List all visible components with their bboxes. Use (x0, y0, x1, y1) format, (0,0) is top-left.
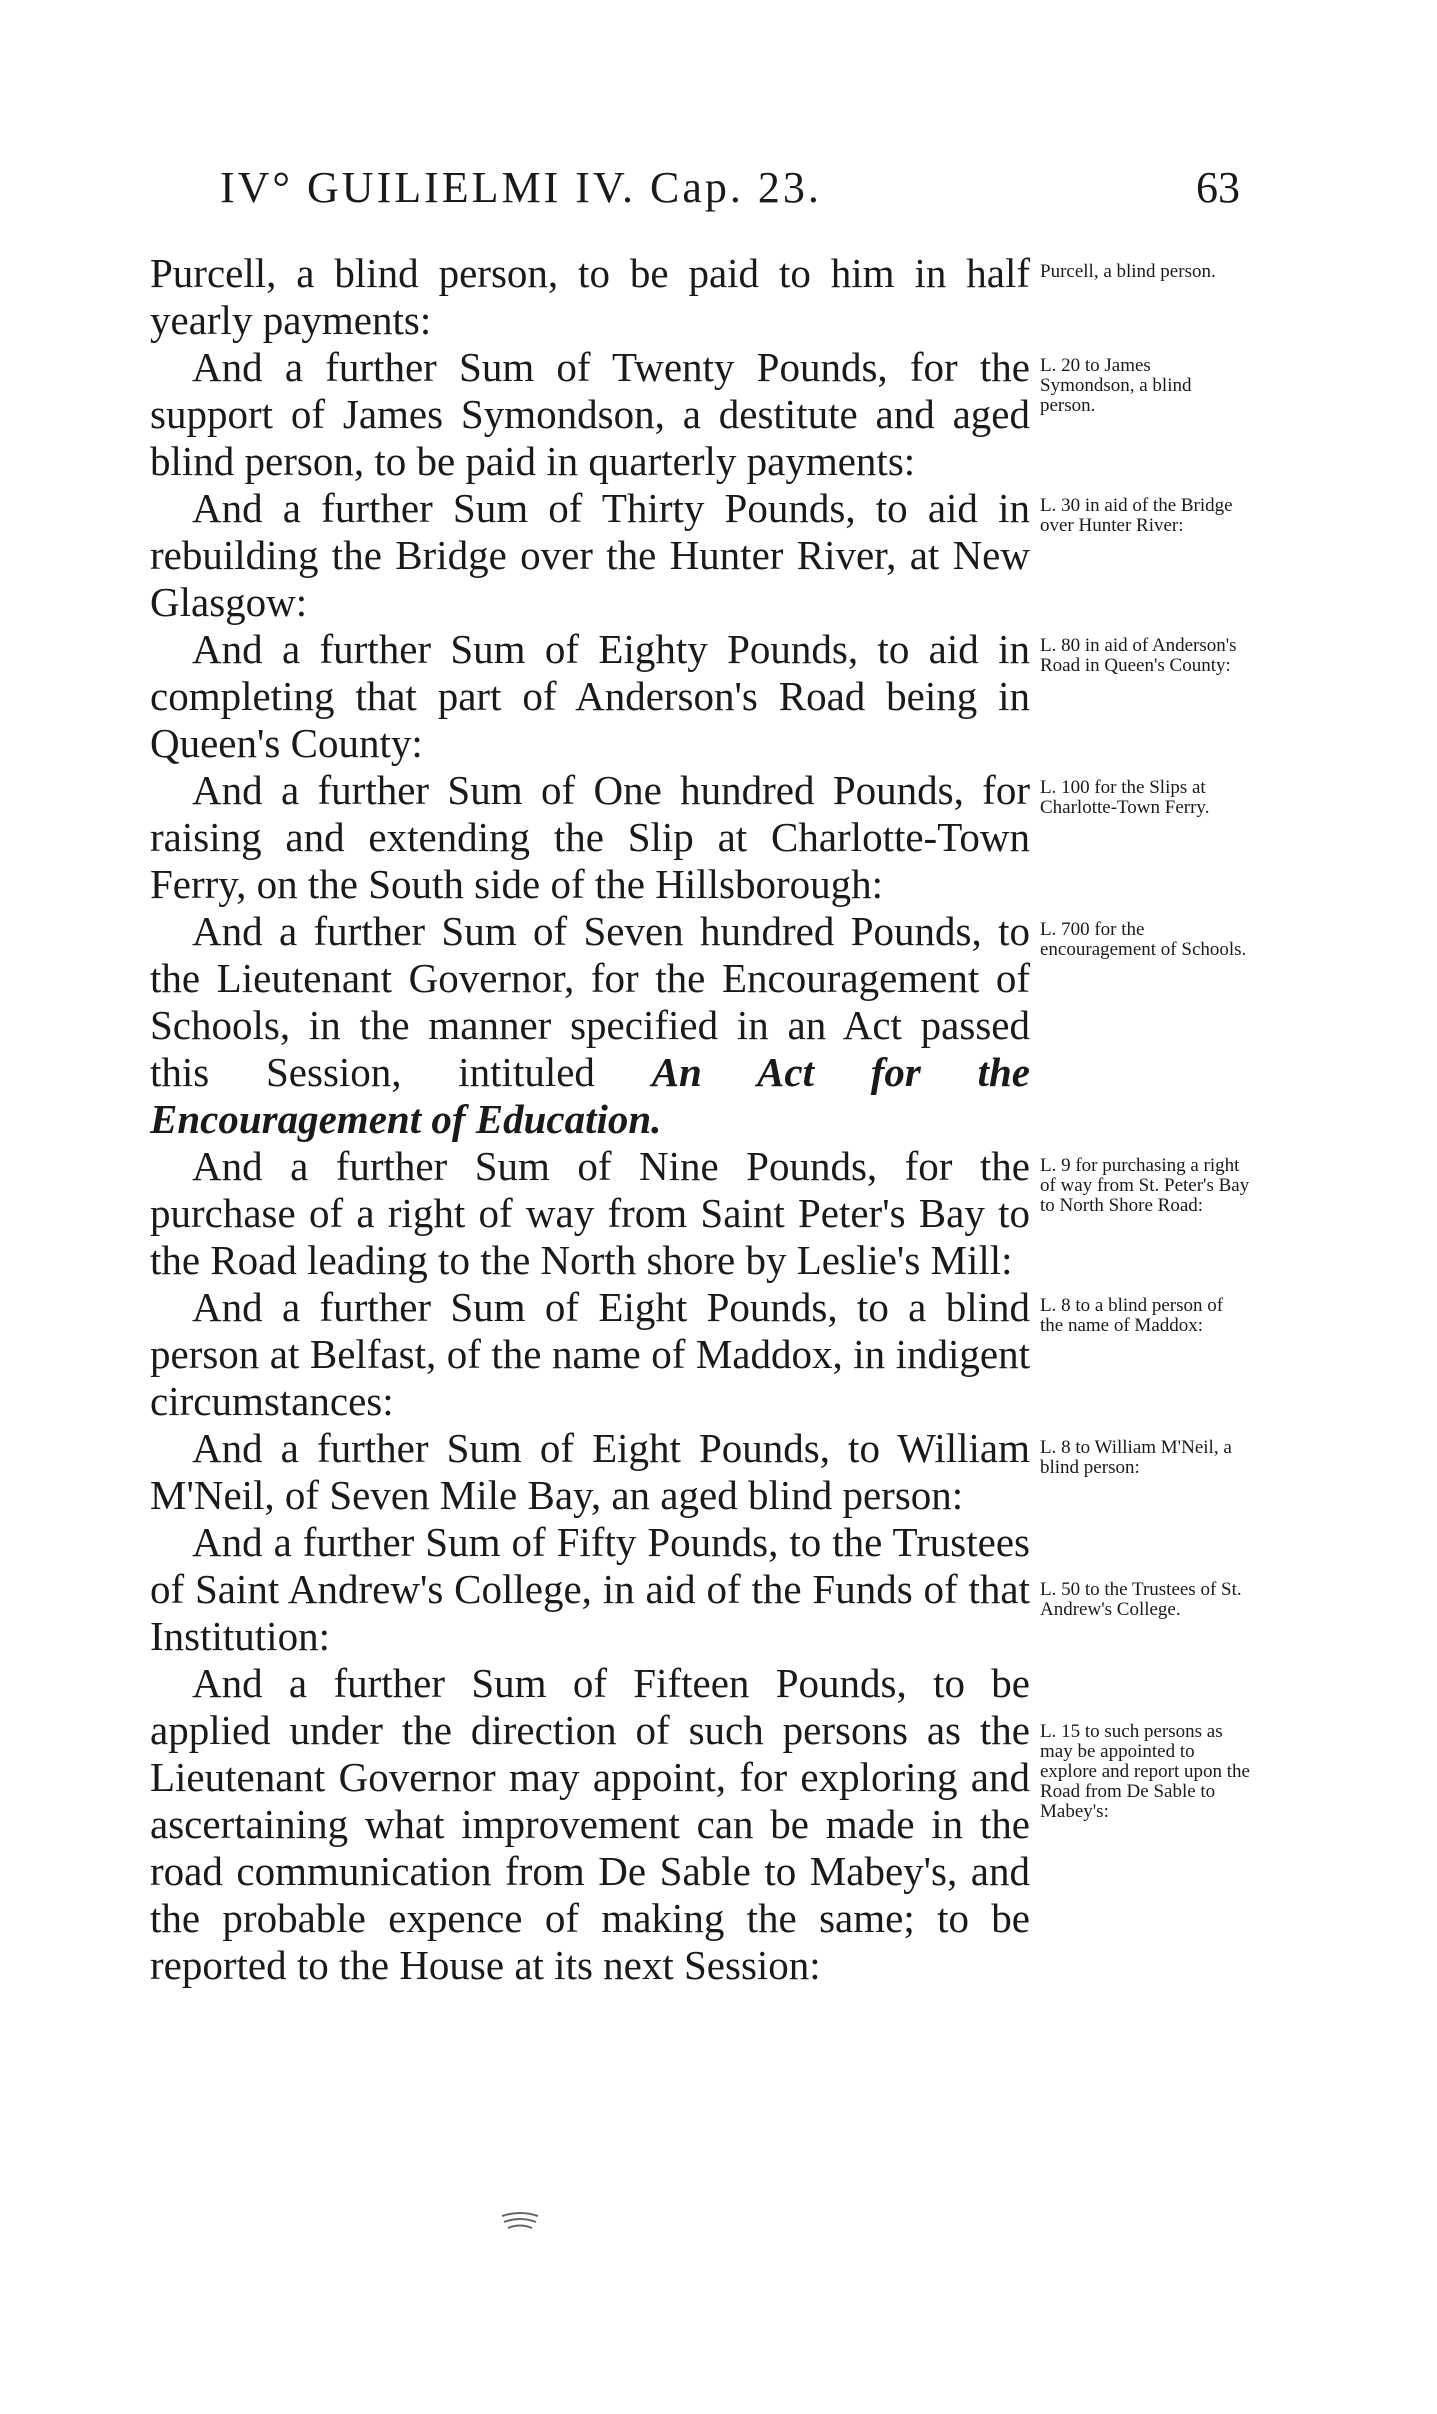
marginal-note: L. 80 in aid of Anderson's Road in Queen's County: (1040, 635, 1237, 676)
paragraph: And a further Sum of Nine Pounds, for the purchase of a right of way from Saint Peter's Bay to the Road leading to the North shore by Leslie's Mill: (150, 1143, 1030, 1283)
marginal-note: L. 15 to such persons as may be appointed to explore and report upon the Road from De Sable to Mabey's: (1040, 1721, 1250, 1822)
marginal-note: Purcell, a blind person. (1040, 261, 1216, 282)
paragraph: And a further Sum of Thirty Pounds, to aid in rebuilding the Bridge over the Hunter River, at New Glasgow: (150, 485, 1030, 625)
marginal-note: L. 20 to James Symondson, a blind person. (1040, 355, 1192, 416)
marginal-note: L. 8 to a blind person of the name of Maddox: (1040, 1295, 1224, 1336)
marginal-note: L. 50 to the Trustees of St. Andrew's College. (1040, 1579, 1242, 1620)
running-title: IV° GUILIELMI IV. Cap. 23. (220, 163, 822, 212)
marginal-note: L. 700 for the encouragement of Schools. (1040, 919, 1247, 960)
marginal-note: L. 100 for the Slips at Charlotte-Town Ferry. (1040, 777, 1210, 818)
paragraph (150, 908, 1030, 1143)
running-header (180, 162, 1240, 222)
printer-ornament (500, 2208, 540, 2240)
paragraph: And a further Sum of Twenty Pounds, for the support of James Symondson, a destitute and aged blind person, to be paid in quarterly payments: (150, 344, 1030, 484)
page-number: 63 (1196, 163, 1240, 212)
paragraph: And a further Sum of Eight Pounds, to William M'Neil, of Seven Mile Bay, an aged blind person: (150, 1425, 1030, 1518)
paragraph: And a further Sum of Eight Pounds, to a blind person at Belfast, of the name of Maddox, in indigent circumstances: (150, 1284, 1030, 1424)
body-text (150, 250, 1030, 1989)
marginal-note: L. 30 in aid of the Bridge over Hunter River: (1040, 495, 1233, 536)
paragraph: Purcell, a blind person, to be paid to him in half yearly payments: (150, 250, 1030, 343)
paragraph: And a further Sum of Fifty Pounds, to the Trustees of Saint Andrew's College, in aid of the Funds of that Institution: (150, 1519, 1030, 1659)
paragraph-text: And a further Sum of Seven hundred Pounds, to the Lieutenant Governor, for the Encouragement of Schools, in the manner specified in an Act passed this Session, intituled (150, 908, 1030, 1095)
paragraph: And a further Sum of Fifteen Pounds, to be applied under the direction of such persons as the Lieutenant Governor may appoint, for exploring and ascertaining what improvement can be made in the road communication from De Sable to Mabey's, and the probable expence of making the same; to be reported to the House at its next Session: (150, 1660, 1030, 1988)
paragraph: And a further Sum of Eighty Pounds, to aid in completing that part of Anderson's Road being in Queen's County: (150, 626, 1030, 766)
marginal-note: L. 8 to William M'Neil, a blind person: (1040, 1437, 1232, 1478)
ornament-mark (500, 2208, 540, 2232)
marginal-note: L. 9 for purchasing a right of way from St. Peter's Bay to North Shore Road: (1040, 1155, 1250, 1216)
paragraph: And a further Sum of One hundred Pounds, for raising and extending the Slip at Charlotte-Town Ferry, on the South side of the Hillsborough: (150, 767, 1030, 907)
act-title: An Act for the Encouragement of Education. (150, 1049, 1030, 1142)
